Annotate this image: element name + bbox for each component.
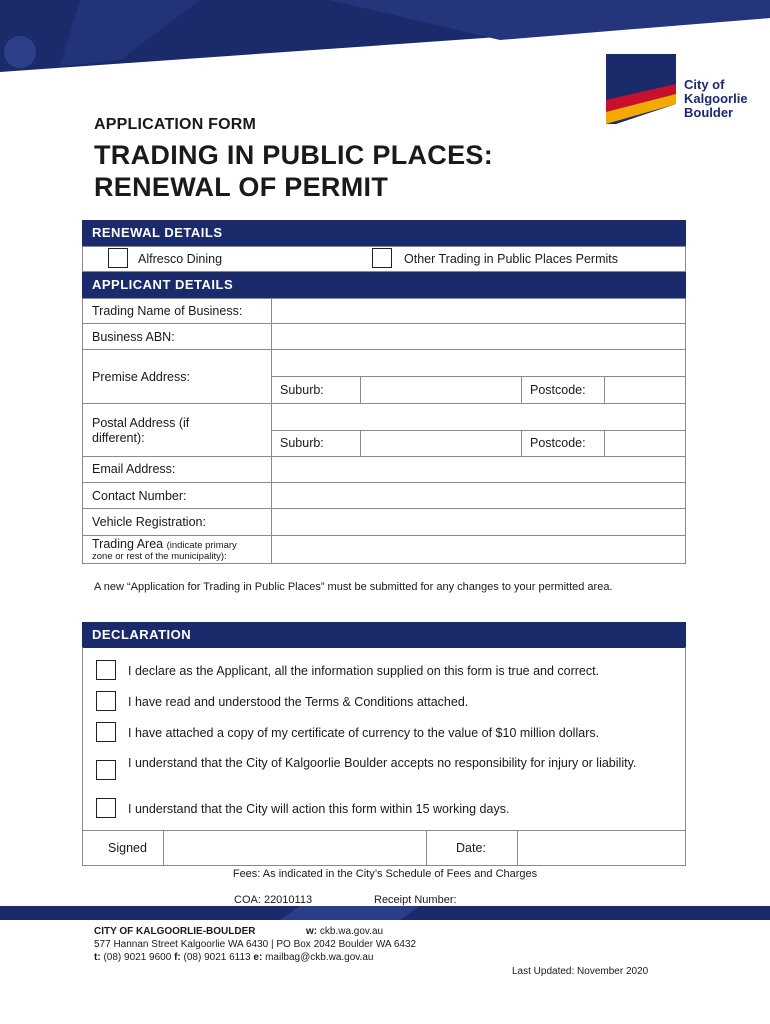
logo-text-line3: Boulder xyxy=(684,105,734,120)
last-updated: Last Updated: November 2020 xyxy=(512,966,649,977)
trading-area-field[interactable] xyxy=(271,535,686,564)
logo-text-line1: City of xyxy=(684,77,725,92)
declaration-item-3: I have attached a copy of my certificate of currency to the value of $10 million dollars. xyxy=(128,726,600,740)
premise-suburb-label: Suburb: xyxy=(280,383,324,397)
vehicle-registration-label: Vehicle Registration: xyxy=(92,515,206,529)
premise-postcode-label: Postcode: xyxy=(530,383,586,397)
coa-number: COA: 22010113 xyxy=(234,894,313,906)
premise-suburb-field[interactable] xyxy=(360,376,522,404)
terms-read-checkbox[interactable] xyxy=(96,691,116,711)
footer-banner-graphic xyxy=(0,906,770,920)
postal-address-field[interactable] xyxy=(271,403,686,431)
city-logo xyxy=(606,54,758,124)
declaration-item-2: I have read and understood the Terms & Conditions attached. xyxy=(128,695,469,709)
footer-email-label: e: xyxy=(253,952,263,963)
contact-number-field[interactable] xyxy=(271,482,686,509)
premise-address-field[interactable] xyxy=(271,349,686,377)
premise-address-label: Premise Address: xyxy=(92,370,190,384)
renewal-details-heading: RENEWAL DETAILS xyxy=(82,220,686,246)
date-field[interactable] xyxy=(517,830,686,866)
footer-email-link[interactable]: mailbag@ckb.wa.gov.au xyxy=(265,952,374,963)
form-kicker: APPLICATION FORM xyxy=(94,116,257,133)
footer-contact xyxy=(94,952,373,963)
permit-change-note: A new “Application for Trading in Public Places” must be submitted for any changes to your permitted area. xyxy=(94,581,613,593)
abn-field[interactable] xyxy=(271,323,686,350)
footer-tel: (08) 9021 9600 xyxy=(103,952,172,963)
trading-name-field[interactable] xyxy=(271,298,686,324)
footer-web-label: w: xyxy=(306,926,318,937)
trading-area-note-2: zone or rest of the municipality): xyxy=(92,551,227,562)
signature-field[interactable] xyxy=(163,830,427,866)
receipt-number-label: Receipt Number: xyxy=(374,894,457,906)
email-field[interactable] xyxy=(271,456,686,483)
declaration-item-4: I understand that the City of Kalgoorlie Boulder accepts no responsibility for injury or liability. xyxy=(128,756,637,770)
trading-name-label: Trading Name of Business: xyxy=(92,304,243,318)
contact-number-label: Contact Number: xyxy=(92,489,187,503)
postal-postcode-label: Postcode: xyxy=(530,436,586,450)
trading-area-label xyxy=(92,537,237,551)
processing-time-checkbox[interactable] xyxy=(96,798,116,818)
postal-address-label-1: Postal Address (if xyxy=(92,416,190,430)
other-permits-label: Other Trading in Public Places Permits xyxy=(404,252,618,266)
footer-fax-label: f: xyxy=(174,952,181,963)
fees-note: Fees: As indicated in the City’s Schedule of Fees and Charges xyxy=(232,868,538,880)
footer-fax: (08) 9021 6113 xyxy=(183,952,251,963)
footer-website xyxy=(306,926,383,937)
footer-tel-label: t: xyxy=(94,952,101,963)
postal-suburb-label: Suburb: xyxy=(280,436,324,450)
trading-area-title: Trading Area xyxy=(92,537,164,551)
trading-area-note-1: (indicate primary xyxy=(166,540,237,551)
alfresco-dining-label: Alfresco Dining xyxy=(138,252,223,266)
page-title-line2: RENEWAL OF PERMIT xyxy=(94,172,389,202)
footer-address: 577 Hannan Street Kalgoorlie WA 6430 | PO Box 2042 Boulder WA 6432 xyxy=(94,939,417,950)
signed-label: Signed xyxy=(108,841,147,855)
label-cell xyxy=(82,403,272,457)
postal-postcode-field[interactable] xyxy=(604,430,686,457)
postal-address-label-2: different): xyxy=(92,431,145,445)
declaration-item-5: I understand that the City will action this form within 15 working days. xyxy=(128,802,510,816)
alfresco-dining-checkbox[interactable] xyxy=(108,248,128,268)
liability-checkbox[interactable] xyxy=(96,760,116,780)
footer-web-link[interactable]: ckb.wa.gov.au xyxy=(319,926,384,937)
other-permits-checkbox[interactable] xyxy=(372,248,392,268)
footer-organisation: CITY OF KALGOORLIE-BOULDER xyxy=(94,926,256,937)
postal-suburb-field[interactable] xyxy=(360,430,522,457)
page-title-line1: TRADING IN PUBLIC PLACES: xyxy=(94,140,493,170)
premise-postcode-field[interactable] xyxy=(604,376,686,404)
abn-label: Business ABN: xyxy=(92,330,175,344)
declaration-item-1: I declare as the Applicant, all the information supplied on this form is true and correct. xyxy=(128,664,600,678)
declaration-heading: DECLARATION xyxy=(82,622,686,648)
currency-certificate-checkbox[interactable] xyxy=(96,722,116,742)
date-label: Date: xyxy=(456,841,486,855)
applicant-details-heading: APPLICANT DETAILS xyxy=(82,272,686,298)
vehicle-registration-field[interactable] xyxy=(271,508,686,536)
email-label: Email Address: xyxy=(92,462,176,476)
logo-emblem-icon xyxy=(606,54,676,124)
logo-text-line2: Kalgoorlie xyxy=(684,91,748,106)
declare-true-checkbox[interactable] xyxy=(96,660,116,680)
